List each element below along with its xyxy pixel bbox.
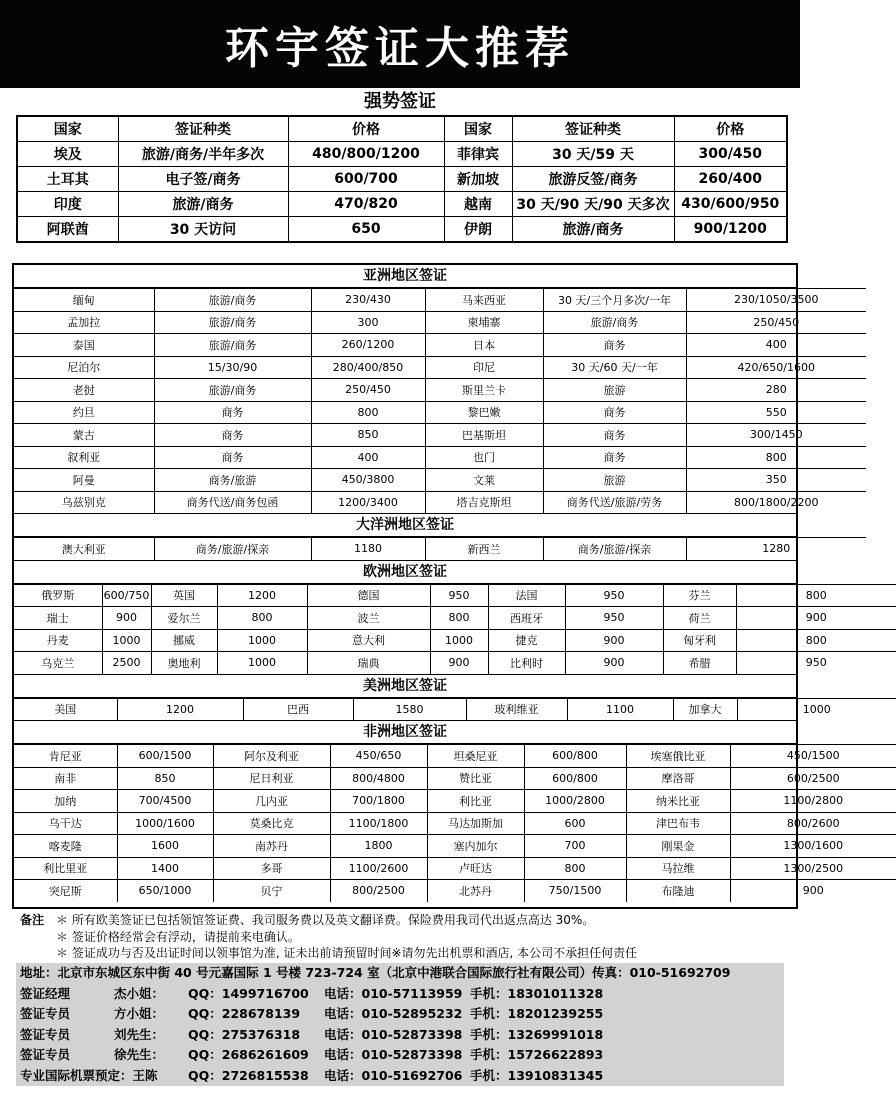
table-cell: 塔吉克斯坦 [425, 491, 543, 513]
contact-phone: 电话：010-52873398 [324, 1026, 463, 1042]
contact-mobile: 手机：18201239255 [470, 1006, 604, 1021]
table-cell: 柬埔寨 [425, 311, 543, 334]
table-cell: 捷克 [488, 629, 565, 652]
section-title: 亚洲地区签证 [14, 265, 796, 288]
contact-mobile: 手机：15726622893 [470, 1047, 604, 1062]
column-header: 国家 [17, 116, 118, 142]
table-cell: 950 [430, 584, 488, 607]
table-cell: 1180 [311, 538, 425, 560]
table-cell: 越南 [444, 192, 512, 217]
table-cell: 旅游/商务 [154, 311, 311, 334]
table-cell: 乌兹别克 [14, 491, 154, 513]
contact-row [16, 1045, 784, 1066]
table-cell: 奥地利 [151, 652, 217, 674]
table-cell: 商务/旅游/探亲 [154, 538, 311, 560]
table-cell: 菲律宾 [444, 142, 512, 167]
table-row [14, 424, 866, 447]
table-cell: 800 [430, 607, 488, 630]
table-cell: 波兰 [307, 607, 430, 630]
table-cell: 1600 [117, 835, 213, 858]
contact-qq: QQ：228678139 [188, 1006, 301, 1021]
contact-mobile: 手机：13910831345 [470, 1067, 604, 1083]
table-row [14, 491, 866, 513]
table-cell: 黎巴嫩 [425, 401, 543, 424]
table-cell: 600/2500 [730, 767, 896, 790]
table-cell: 旅游 [543, 379, 686, 402]
table-cell: 喀麦隆 [14, 835, 117, 858]
contact-mobile: 手机：13269991018 [470, 1026, 604, 1042]
table-row [14, 880, 896, 902]
table-cell: 商务代送/商务包函 [154, 491, 311, 513]
table-cell: 叙利亚 [14, 446, 154, 469]
table-cell: 西班牙 [488, 607, 565, 630]
table-cell: 纳米比亚 [626, 790, 730, 813]
table-cell: 马来西亚 [425, 289, 543, 312]
table-cell: 1200/3400 [311, 491, 425, 513]
table-cell: 刚果金 [626, 835, 730, 858]
table-cell: 商务 [154, 401, 311, 424]
note-line [20, 912, 790, 929]
table-row [14, 607, 896, 630]
table-cell: 250/450 [686, 311, 866, 334]
table-row [14, 446, 866, 469]
table-cell: 阿尔及利亚 [213, 745, 330, 768]
table-cell: 900 [430, 652, 488, 674]
america-section [14, 675, 831, 722]
table-cell: 1100 [567, 698, 673, 720]
table-cell: 1100/1800 [330, 812, 427, 835]
table-cell: 470/820 [288, 192, 444, 217]
table-cell: 商务 [543, 424, 686, 447]
table-cell: 旅游反签/商务 [512, 167, 674, 192]
table-cell: 1000/2800 [524, 790, 626, 813]
table-cell: 几内亚 [213, 790, 330, 813]
table-cell: 350 [686, 469, 866, 492]
table-cell: 400 [686, 334, 866, 357]
table-cell: 300/450 [674, 142, 787, 167]
table-cell: 突尼斯 [14, 880, 117, 902]
table-cell: 900 [736, 607, 896, 630]
table-cell: 420/650/1600 [686, 356, 866, 379]
table-cell: 南苏丹 [213, 835, 330, 858]
notes-label: 备注 [20, 913, 45, 927]
table-cell: 比利时 [488, 652, 565, 674]
table-cell: 1000/1600 [117, 812, 213, 835]
table-cell: 600/1500 [117, 745, 213, 768]
table-cell: 布隆迪 [626, 880, 730, 902]
table-cell: 30 天/三个月多次/一年 [543, 289, 686, 312]
section-title: 非洲地区签证 [14, 721, 796, 744]
table-cell: 800 [311, 401, 425, 424]
table-cell: 加纳 [14, 790, 117, 813]
table-cell: 30 天访问 [118, 217, 288, 243]
table-cell: 650 [288, 217, 444, 243]
table-cell: 瑞典 [307, 652, 430, 674]
table-cell: 多哥 [213, 857, 330, 880]
table-cell: 俄罗斯 [14, 584, 102, 607]
contact-name: 徐先生： [114, 1047, 165, 1062]
table-cell: 老挝 [14, 379, 154, 402]
table-cell: 也门 [425, 446, 543, 469]
table-row [14, 311, 866, 334]
strong-visa-table [16, 115, 788, 243]
table-cell: 英国 [151, 584, 217, 607]
table-cell: 30 天/90 天/90 天多次 [512, 192, 674, 217]
table-cell: 800/2500 [330, 880, 427, 902]
table-cell: 南非 [14, 767, 117, 790]
table-cell: 30 天/59 天 [512, 142, 674, 167]
table-row [17, 167, 787, 192]
table-cell: 利比里亚 [14, 857, 117, 880]
table-cell: 肯尼亚 [14, 745, 117, 768]
table-row [14, 356, 866, 379]
table-cell: 津巴布韦 [626, 812, 730, 835]
table-cell: 700 [524, 835, 626, 858]
table-cell: 800/4800 [330, 767, 427, 790]
column-header: 签证种类 [118, 116, 288, 142]
contact-role: 签证专员 [20, 1026, 71, 1042]
table-cell: 600/750 [102, 584, 151, 607]
table-row [14, 289, 866, 312]
table-cell: 爱尔兰 [151, 607, 217, 630]
table-cell: 阿联酋 [17, 217, 118, 243]
table-cell: 800/2600 [730, 812, 896, 835]
note-text: ＊ 签证价格经常会有浮动，请提前来电确认。 [56, 929, 300, 944]
table-cell: 土耳其 [17, 167, 118, 192]
table-cell: 1280 [686, 538, 866, 560]
address-line: 地址：北京市东城区东中街 40 号元嘉国际 1 号楼 723-724 室（北京中港联合国际旅行社有限公司）传真：010-51692709 [20, 965, 731, 980]
table-row [14, 652, 896, 674]
table-cell: 600/800 [524, 767, 626, 790]
table-cell: 商务 [154, 424, 311, 447]
column-header: 签证种类 [512, 116, 674, 142]
table-cell: 卢旺达 [427, 857, 524, 880]
table-cell: 450/3800 [311, 469, 425, 492]
contact-qq: QQ：2686261609 [188, 1047, 309, 1062]
table-row [14, 401, 866, 424]
table-cell: 美国 [14, 698, 117, 720]
table-cell: 600 [524, 812, 626, 835]
table-cell: 1000 [430, 629, 488, 652]
table-cell: 斯里兰卡 [425, 379, 543, 402]
asia-section [14, 265, 819, 514]
oceania-table [14, 537, 866, 560]
table-cell: 1100/2600 [330, 857, 427, 880]
table-cell: 印尼 [425, 356, 543, 379]
note-line [20, 945, 790, 962]
table-cell: 1000 [737, 698, 896, 720]
table-cell: 450/1500 [730, 745, 896, 768]
page-title: 环宇签证大推荐 [225, 23, 575, 74]
table-cell: 800 [217, 607, 307, 630]
table-cell: 900/1200 [674, 217, 787, 243]
table-cell: 乌克兰 [14, 652, 102, 674]
table-cell: 阿曼 [14, 469, 154, 492]
table-cell: 800 [736, 629, 896, 652]
table-cell: 1100/2800 [730, 790, 896, 813]
table-cell: 巴基斯坦 [425, 424, 543, 447]
table-cell: 1400 [117, 857, 213, 880]
table-row [17, 192, 787, 217]
table-row [14, 334, 866, 357]
table-cell: 旅游/商务 [154, 334, 311, 357]
table-cell: 商务 [543, 334, 686, 357]
table-cell: 芬兰 [663, 584, 736, 607]
table-cell: 玻利维亚 [466, 698, 567, 720]
table-cell: 伊朗 [444, 217, 512, 243]
column-header: 国家 [444, 116, 512, 142]
table-row [14, 745, 896, 768]
contact-phone: 电话：010-51692706 [324, 1067, 463, 1083]
table-cell: 丹麦 [14, 629, 102, 652]
table-cell: 850 [311, 424, 425, 447]
table-row [14, 767, 896, 790]
table-cell: 1800 [330, 835, 427, 858]
table-cell: 旅游/商务/半年多次 [118, 142, 288, 167]
table-cell: 莫桑比克 [213, 812, 330, 835]
table-cell: 230/1050/3500 [686, 289, 866, 312]
region-visa-table [12, 263, 844, 909]
asia-table [14, 288, 866, 513]
table-cell: 700/1800 [330, 790, 427, 813]
contact-row [16, 984, 784, 1005]
table-cell: 印度 [17, 192, 118, 217]
table-cell: 商务代送/旅游/劳务 [543, 491, 686, 513]
table-cell: 250/450 [311, 379, 425, 402]
table-cell: 800 [686, 446, 866, 469]
table-cell: 乌干达 [14, 812, 117, 835]
table-cell: 摩洛哥 [626, 767, 730, 790]
table-cell: 15/30/90 [154, 356, 311, 379]
contact-qq: QQ：275376318 [188, 1026, 301, 1042]
table-cell: 商务 [543, 401, 686, 424]
table-row [14, 698, 896, 720]
table-cell: 800/1800/2200 [686, 491, 866, 513]
table-cell: 埃塞俄比亚 [626, 745, 730, 768]
table-cell: 巴西 [243, 698, 353, 720]
contact-name: 刘先生： [114, 1026, 165, 1042]
title-banner [0, 0, 800, 88]
table-cell: 德国 [307, 584, 430, 607]
strong-header-row [17, 116, 787, 142]
contact-row [16, 1066, 784, 1087]
table-cell: 蒙古 [14, 424, 154, 447]
table-cell: 电子签/商务 [118, 167, 288, 192]
table-cell: 北苏丹 [427, 880, 524, 902]
table-cell: 1000 [102, 629, 151, 652]
table-cell: 600/700 [288, 167, 444, 192]
table-cell: 贝宁 [213, 880, 330, 902]
table-row [14, 812, 896, 835]
table-cell: 文莱 [425, 469, 543, 492]
table-cell: 1000 [217, 629, 307, 652]
table-cell: 230/430 [311, 289, 425, 312]
table-cell: 匈牙利 [663, 629, 736, 652]
table-cell: 1300/2500 [730, 857, 896, 880]
table-cell: 1200 [217, 584, 307, 607]
table-cell: 约旦 [14, 401, 154, 424]
contact-qq: QQ：2726815538 [188, 1067, 309, 1083]
table-row [14, 379, 866, 402]
contact-role: 签证经理 [20, 985, 71, 1001]
table-cell: 埃及 [17, 142, 118, 167]
table-cell: 700/4500 [117, 790, 213, 813]
table-cell: 400 [311, 446, 425, 469]
table-cell: 280/400/850 [311, 356, 425, 379]
table-cell: 尼日利亚 [213, 767, 330, 790]
table-cell: 意大利 [307, 629, 430, 652]
table-cell: 日本 [425, 334, 543, 357]
contact-name: 杰小姐： [114, 985, 165, 1001]
table-row [17, 142, 787, 167]
contact-block [16, 963, 784, 1086]
table-cell: 旅游/商务 [154, 379, 311, 402]
table-cell: 2500 [102, 652, 151, 674]
table-cell: 商务/旅游/探亲 [543, 538, 686, 560]
table-cell: 650/1000 [117, 880, 213, 902]
america-table [14, 698, 896, 721]
table-cell: 850 [117, 767, 213, 790]
africa-section [14, 721, 844, 902]
table-cell: 800 [524, 857, 626, 880]
table-row [14, 629, 896, 652]
column-header: 价格 [674, 116, 787, 142]
contact-phone: 电话：010-52895232 [324, 1006, 463, 1021]
table-cell: 旅游/商务 [118, 192, 288, 217]
table-cell: 旅游/商务 [543, 311, 686, 334]
table-cell: 孟加拉 [14, 311, 154, 334]
contact-phone: 电话：010-52873398 [324, 1047, 463, 1062]
table-cell: 商务/旅游 [154, 469, 311, 492]
section-title: 欧洲地区签证 [14, 561, 796, 584]
table-cell: 950 [565, 607, 663, 630]
table-cell: 赞比亚 [427, 767, 524, 790]
table-cell: 1000 [217, 652, 307, 674]
contact-name: 方小姐： [114, 1006, 165, 1021]
table-cell: 旅游 [543, 469, 686, 492]
note-line [20, 929, 790, 946]
table-cell: 800 [736, 584, 896, 607]
table-cell: 750/1500 [524, 880, 626, 902]
table-row [14, 584, 896, 607]
note-text: ＊ 所有欧美签证已包括领馆签证费、我司服务费以及英文翻译费。保险费用我司代出返点高达 30%。 [56, 913, 595, 927]
table-cell: 900 [102, 607, 151, 630]
table-cell: 法国 [488, 584, 565, 607]
table-cell: 450/650 [330, 745, 427, 768]
table-cell: 马达加斯加 [427, 812, 524, 835]
contact-role: 签证专员 [20, 1006, 71, 1021]
section-title: 美洲地区签证 [14, 675, 796, 698]
table-cell: 利比亚 [427, 790, 524, 813]
table-row [14, 835, 896, 858]
table-cell: 900 [730, 880, 896, 902]
table-row [14, 790, 896, 813]
table-cell: 600/800 [524, 745, 626, 768]
table-cell: 旅游/商务 [512, 217, 674, 243]
table-cell: 坦桑尼亚 [427, 745, 524, 768]
table-cell: 塞内加尔 [427, 835, 524, 858]
table-cell: 泰国 [14, 334, 154, 357]
table-cell: 1200 [117, 698, 243, 720]
table-cell: 300/1450 [686, 424, 866, 447]
table-cell: 430/600/950 [674, 192, 787, 217]
table-cell: 希腊 [663, 652, 736, 674]
notes [20, 912, 790, 962]
table-cell: 商务 [543, 446, 686, 469]
europe-table [14, 584, 896, 674]
table-cell: 260/400 [674, 167, 787, 192]
oceania-section [14, 514, 796, 561]
contact-qq: QQ：1499716700 [188, 985, 309, 1001]
strong-visa-title: 强势签证 [364, 91, 436, 112]
contact-mobile: 手机：18301011328 [470, 985, 604, 1001]
africa-table [14, 744, 896, 902]
europe-section [14, 561, 827, 675]
table-cell: 480/800/1200 [288, 142, 444, 167]
table-cell: 荷兰 [663, 607, 736, 630]
table-row [14, 857, 896, 880]
table-cell: 缅甸 [14, 289, 154, 312]
table-cell: 30 天/60 天/一年 [543, 356, 686, 379]
table-cell: 550 [686, 401, 866, 424]
table-cell: 950 [565, 584, 663, 607]
table-cell: 新西兰 [425, 538, 543, 560]
table-row [14, 538, 866, 560]
table-cell: 950 [736, 652, 896, 674]
table-cell: 瑞士 [14, 607, 102, 630]
table-cell: 尼泊尔 [14, 356, 154, 379]
table-cell: 加拿大 [673, 698, 737, 720]
table-cell: 900 [565, 652, 663, 674]
table-cell: 260/1200 [311, 334, 425, 357]
contact-row [16, 1025, 784, 1046]
table-cell: 澳大利亚 [14, 538, 154, 560]
table-cell: 马拉维 [626, 857, 730, 880]
contact-role: 专业国际机票预定：王陈 [20, 1067, 158, 1083]
table-cell: 商务 [154, 446, 311, 469]
table-cell: 新加坡 [444, 167, 512, 192]
table-cell: 1300/1600 [730, 835, 896, 858]
table-cell: 挪威 [151, 629, 217, 652]
section-title: 大洋洲地区签证 [14, 514, 796, 537]
table-cell: 900 [565, 629, 663, 652]
table-cell: 300 [311, 311, 425, 334]
column-header: 价格 [288, 116, 444, 142]
table-row [14, 469, 866, 492]
contact-phone: 电话：010-57113959 [324, 985, 463, 1001]
table-row [17, 217, 787, 243]
note-text: ＊ 签证成功与否及出证时间以领事馆为准, 证未出前请预留时间※请勿先出机票和酒店, 本公司不承担任何责任 [56, 946, 638, 960]
table-cell: 旅游/商务 [154, 289, 311, 312]
table-cell: 280 [686, 379, 866, 402]
table-cell: 1580 [353, 698, 466, 720]
contact-role: 签证专员 [20, 1047, 71, 1062]
contact-row [16, 1004, 784, 1025]
